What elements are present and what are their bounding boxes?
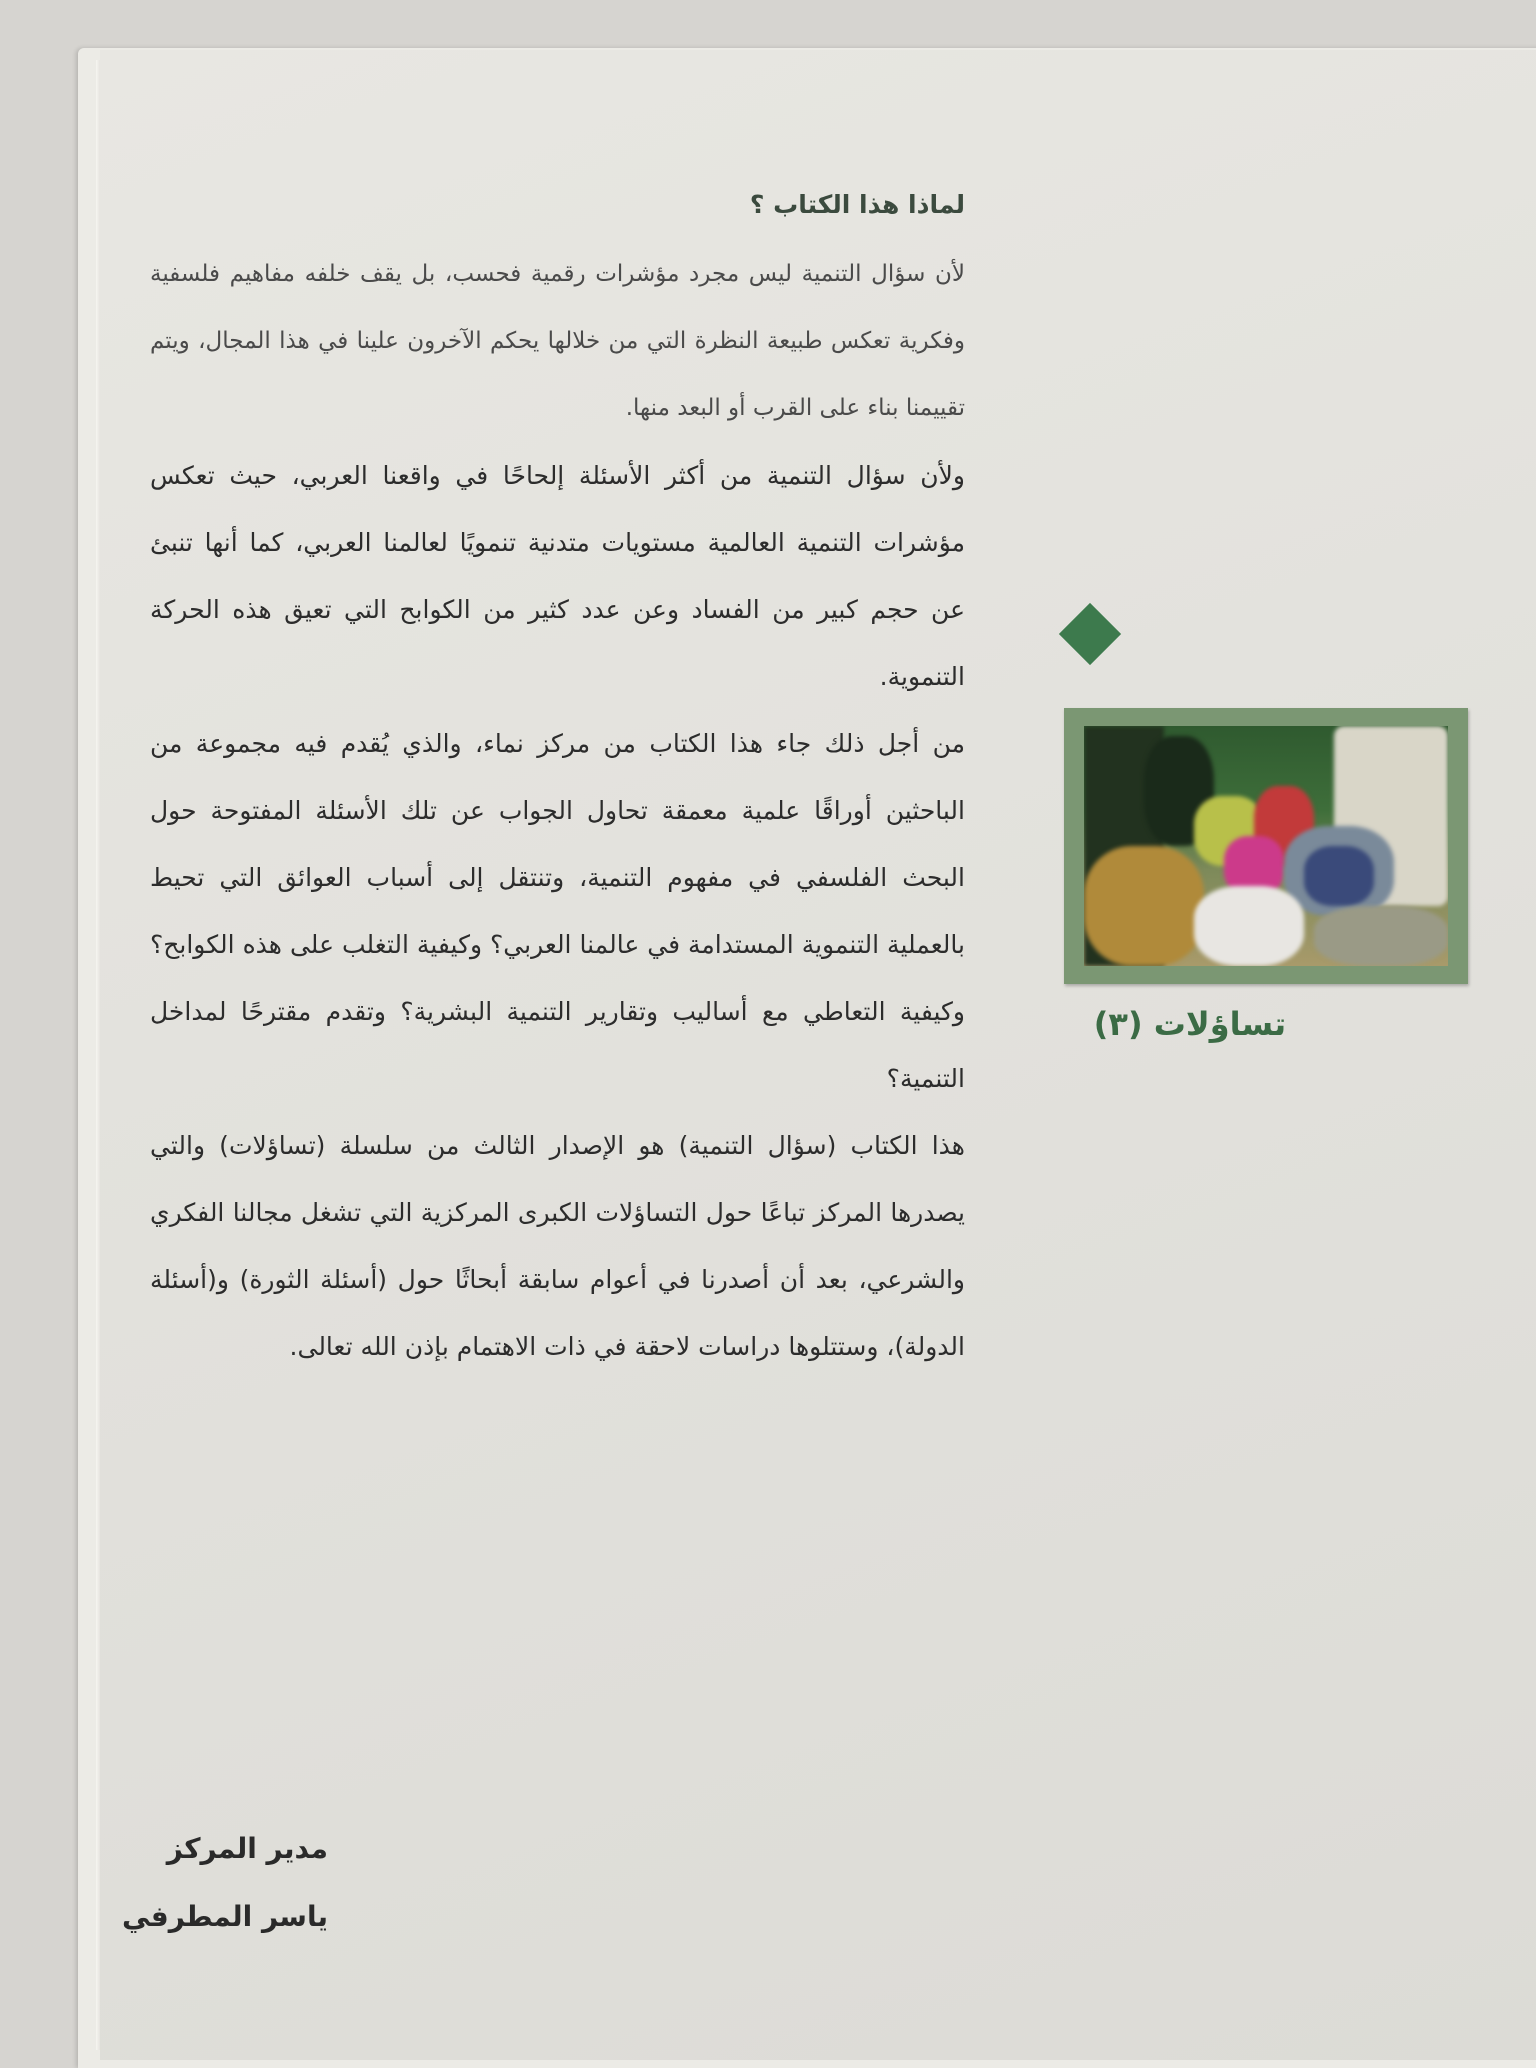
- cover-thumbnail-frame: [1064, 708, 1468, 984]
- cover-thumbnail-image: [1084, 726, 1448, 966]
- blurb-column: [150, 190, 965, 1380]
- blurb-paragraph-3: من أجل ذلك جاء هذا الكتاب من مركز نماء، والذي يُقدم فيه مجموعة من الباحثين أوراقًا علمية معمقة تحاول الجواب عن تلك الأسئلة المفتوحة حول البحث الفلسفي في مفهوم التنمية، وتنتقل إلى أسباب العوائق التي تحيط بالعملية التنموية المستدامة في عالمنا العربي؟ وكيفية التغلب على هذه الكوابح؟ وكيفية التعاطي مع أساليب وتقارير التنمية البشرية؟ وتقدم مقترحًا لمداخل التنمية؟: [150, 729, 965, 1093]
- signature-block: [118, 1815, 328, 1951]
- blurb-paragraph-1: لأن سؤال التنمية ليس مجرد مؤشرات رقمية فحسب، بل يقف خلفه مفاهيم فلسفية وفكرية تعكس طبيعة النظرة التي من خلالها يحكم الآخرون علينا في هذا المجال، ويتم تقييمنا بناء على القرب أو البعد منها.: [150, 261, 965, 421]
- blurb-paragraph-2: ولأن سؤال التنمية من أكثر الأسئلة إلحاحًا في واقعنا العربي، حيث تعكس مؤشرات التنمية العالمية مستويات متدنية تنمويًا لعالمنا العربي، كما أنها تنبئ عن حجم كبير من الفساد وعن عدد كثير من الكوابح التي تعيق هذه الحركة التنموية.: [150, 461, 965, 691]
- blurb-paragraph-4: هذا الكتاب (سؤال التنمية) هو الإصدار الثالث من سلسلة (تساؤلات) والتي يصدرها المركز تباعًا حول التساؤلات الكبرى المركزية التي تشغل مجالنا الفكري والشرعي، بعد أن أصدرنا في أعوام سابقة أبحاثًا حول (أسئلة الثورة) و(أسئلة الدولة)، وستتلوها دراسات لاحقة في ذات الاهتمام بإذن الله تعالى.: [150, 1131, 965, 1361]
- blurb-heading: لماذا هذا الكتاب ؟: [749, 190, 965, 219]
- series-label: تساؤلات (٣): [1093, 1005, 1287, 1043]
- signature-name: ياسر المطرفي: [122, 1900, 328, 1933]
- signature-title: مدير المركز: [166, 1832, 328, 1865]
